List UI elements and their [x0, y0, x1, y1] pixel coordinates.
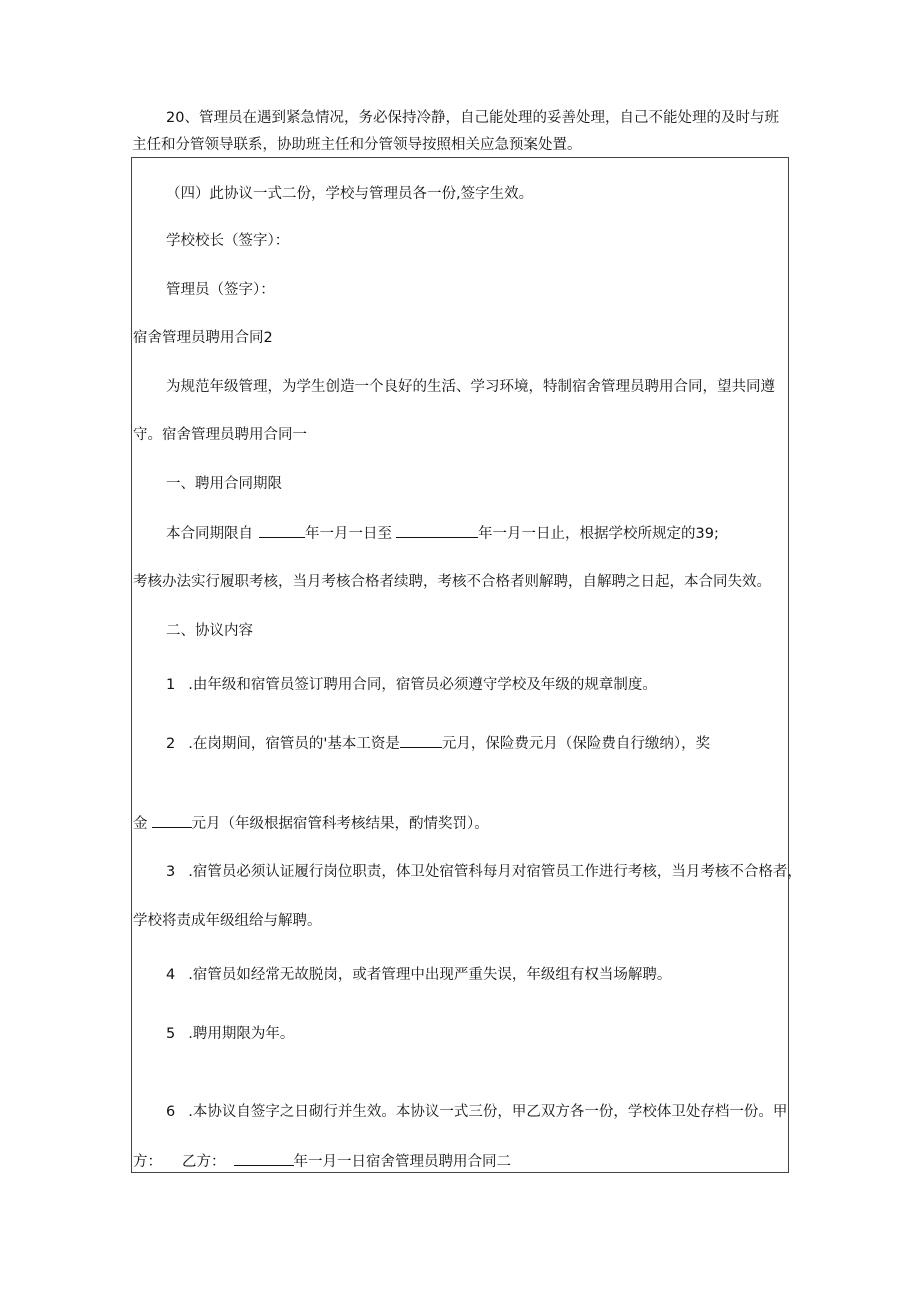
clause-2-number: 2: [166, 736, 176, 752]
term-text-b: 年一月一日至: [305, 526, 392, 542]
base-salary-blank[interactable]: [400, 733, 442, 748]
clause-1: [166, 675, 657, 695]
term-line1: [166, 523, 719, 544]
section-2-heading: 二、协议内容: [166, 623, 253, 639]
clause-3-number: 3: [166, 864, 176, 880]
intro-line1: 为规范年级管理，为学生创造一个良好的生活、学习环境，特制宿舍管理员聘用合同，望共同遵: [166, 379, 775, 395]
clause-2-line2: [133, 813, 489, 834]
contract-2-title: 宿舍管理员聘用合同2: [133, 330, 273, 346]
clause-3-line2: 学校将责成年级组给与解聘。: [133, 913, 322, 929]
clause-6-text: .本协议自签字之日砌行并生效。本协议一式三份，甲乙双方各一份，学校体卫处存档一份。甲: [188, 1104, 788, 1120]
clause-5-text: .聘用期限为年。: [188, 1026, 295, 1042]
clause-2: [166, 733, 710, 754]
agreement-item-4: （四）此协议一式二份，学校与管理员各一份,签字生效。: [166, 186, 534, 202]
paragraph-20-line1: 20、管理员在遇到紧急情况，务必保持冷静，自己能处理的妥善处理，自己不能处理的及时与班: [166, 110, 779, 126]
clause-2-text-b: 元月，保险费元月（保险费自行缴纳），奖: [441, 736, 711, 752]
paragraph-20-line2: 主任和分管领导联系，协助班主任和分管领导按照相关应急预案处置。: [132, 137, 582, 153]
principal-signature-label: 学校校长（签字）：: [166, 233, 290, 249]
clause-4-number: 4: [166, 967, 176, 983]
manager-signature-label: 管理员（签字）：: [166, 282, 275, 298]
clause-5: [166, 1024, 294, 1044]
bonus-blank[interactable]: [152, 813, 192, 828]
signature-line: [133, 1151, 511, 1172]
term-line2: 考核办法实行履职考核，当月考核合格者续聘，考核不合格者则解聘，自解聘之日起，本合同失效。: [133, 574, 771, 590]
clause-4: [166, 965, 671, 985]
intro-line2: 守。宿舍管理员聘用合同一: [133, 427, 307, 443]
start-year-blank[interactable]: [259, 523, 305, 538]
party-a-label: 方：: [133, 1154, 162, 1170]
clause-2-line2-a: 金: [133, 816, 148, 832]
party-b-label: 乙方：: [182, 1154, 226, 1170]
clause-4-text: .宿管员如经常无故脱岗，或者管理中出现严重失误，年级组有权当场解聘。: [188, 967, 672, 983]
clause-3: [166, 862, 802, 882]
end-year-blank[interactable]: [396, 523, 478, 538]
clause-2-line2-b: 元月（年级根据宿管科考核结果，酌情奖罚）。: [191, 816, 489, 832]
clause-6: [166, 1102, 787, 1122]
contract-box: [131, 157, 789, 1173]
clause-1-text: .由年级和宿管员签订聘用合同，宿管员必须遵守学校及年级的规章制度。: [188, 677, 657, 693]
term-text-c: 年一月一日止，根据学校所规定的39;: [478, 526, 719, 542]
term-text-a: 本合同期限自: [166, 526, 253, 542]
clause-1-number: 1: [166, 677, 176, 693]
section-1-heading: 一、聘用合同期限: [166, 476, 282, 492]
clause-3-text: .宿管员必须认证履行岗位职责，体卫处宿管科每月对宿管员工作进行考核，当月考核不合格者，: [188, 864, 802, 880]
date-year-blank[interactable]: [234, 1151, 294, 1166]
clause-6-number: 6: [166, 1104, 176, 1120]
clause-5-number: 5: [166, 1026, 176, 1042]
contract-3-title: 年一月一日宿舍管理员聘用合同二: [293, 1154, 511, 1170]
clause-2-text-a: .在岗期间，宿管员的'基本工资是: [188, 736, 400, 752]
